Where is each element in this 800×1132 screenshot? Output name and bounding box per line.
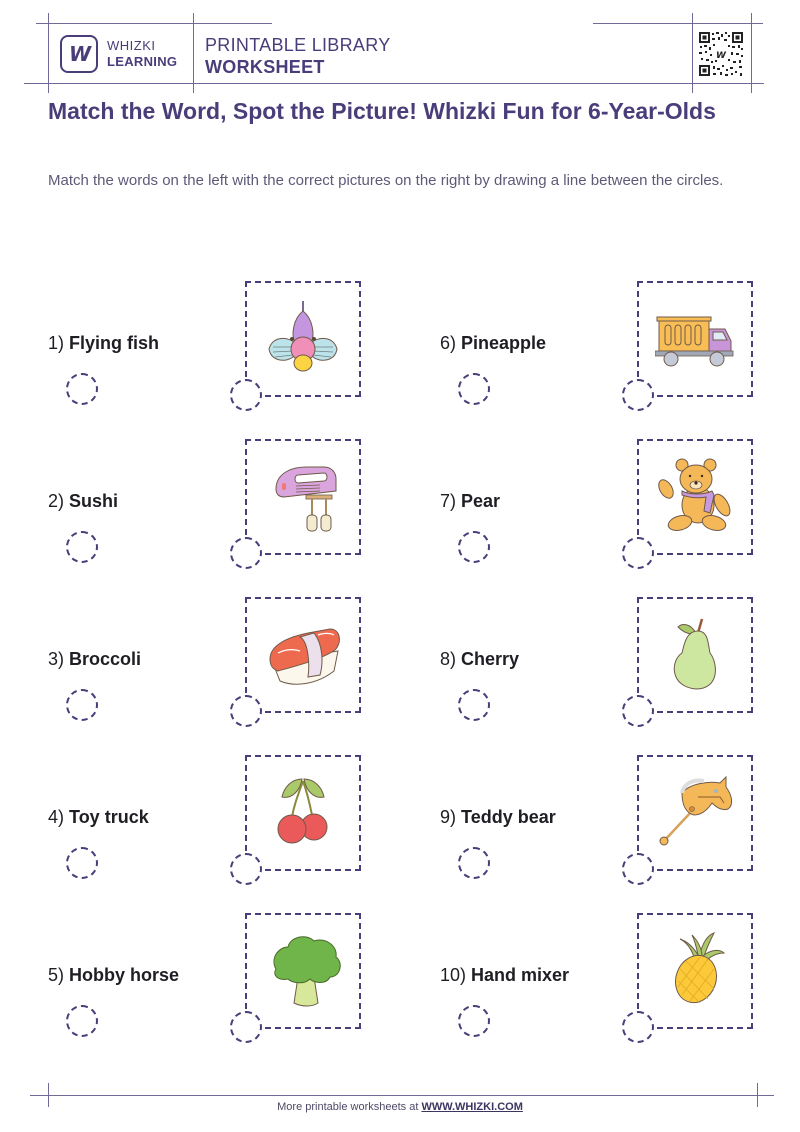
word-label: 8) Cherry	[440, 649, 520, 669]
word-connector-circle[interactable]	[66, 847, 98, 879]
picture-connector-circle[interactable]	[230, 695, 262, 727]
match-item-3	[48, 599, 378, 739]
sushi-icon	[264, 615, 344, 695]
header-rule-top-right	[593, 23, 763, 24]
word-label: 4) Toy truck	[48, 807, 149, 827]
word-label: 6) Pineapple	[440, 333, 547, 353]
teddy-bear-icon	[658, 455, 738, 535]
footer-rule	[30, 1095, 774, 1096]
match-item-9	[440, 757, 770, 897]
cherry-icon	[266, 771, 346, 851]
footer	[0, 1101, 800, 1113]
logo-w-icon: W	[68, 42, 90, 66]
header-divider-2	[193, 13, 194, 93]
pear-icon	[658, 615, 738, 695]
word-label: 3) Broccoli	[48, 649, 142, 669]
worksheet-title: Match the Word, Spot the Picture! Whizki Fun for 6-Year-Olds	[48, 98, 716, 124]
word-label: 1) Flying fish	[48, 333, 160, 353]
word-connector-circle[interactable]	[458, 847, 490, 879]
qr-code-icon	[698, 31, 744, 77]
header-rule-bottom	[24, 83, 764, 84]
word-connector-circle[interactable]	[66, 1005, 98, 1037]
match-item-4	[48, 757, 378, 897]
word-connector-circle[interactable]	[66, 373, 98, 405]
whizki-logo	[60, 35, 98, 73]
word-connector-circle[interactable]	[66, 531, 98, 563]
picture-connector-circle[interactable]	[230, 537, 262, 569]
flying-fish-icon	[263, 297, 343, 377]
word-label: 10) Hand mixer	[440, 965, 570, 985]
picture-connector-circle[interactable]	[230, 1011, 262, 1043]
picture-connector-circle[interactable]	[230, 379, 262, 411]
header-rule-top-left	[36, 23, 272, 24]
word-label: 5) Hobby horse	[48, 965, 180, 985]
match-item-6	[440, 283, 770, 423]
brand-name-line2: LEARNING	[107, 54, 178, 69]
picture-connector-circle[interactable]	[230, 853, 262, 885]
header-divider-1	[48, 13, 49, 93]
header-divider-4	[751, 13, 752, 93]
match-item-10	[440, 915, 770, 1055]
match-item-2	[48, 441, 378, 581]
match-item-1	[48, 283, 378, 423]
picture-connector-circle[interactable]	[622, 1011, 654, 1043]
word-connector-circle[interactable]	[66, 689, 98, 721]
match-item-7	[440, 441, 770, 581]
word-connector-circle[interactable]	[458, 373, 490, 405]
picture-connector-circle[interactable]	[622, 853, 654, 885]
match-item-5	[48, 915, 378, 1055]
whizki-website-link[interactable]: WWW.WHIZKI.COM	[421, 1101, 523, 1113]
picture-connector-circle[interactable]	[622, 695, 654, 727]
word-label: 7) Pear	[440, 491, 501, 511]
word-label: 2) Sushi	[48, 491, 119, 511]
header-divider-3	[692, 13, 693, 93]
word-connector-circle[interactable]	[458, 689, 490, 721]
hobby-horse-icon	[654, 771, 734, 851]
footer-text: More printable worksheets at	[277, 1101, 422, 1113]
match-item-8	[440, 599, 770, 739]
word-label: 9) Teddy bear	[440, 807, 556, 827]
picture-connector-circle[interactable]	[622, 537, 654, 569]
pineapple-icon	[658, 929, 738, 1009]
word-connector-circle[interactable]	[458, 531, 490, 563]
word-connector-circle[interactable]	[458, 1005, 490, 1037]
hand-mixer-icon	[266, 455, 346, 535]
svg-text:W: W	[716, 51, 726, 61]
broccoli-icon	[266, 929, 346, 1009]
category-type: WORKSHEET	[205, 57, 325, 77]
worksheet-instructions: Match the words on the left with the correct pictures on the right by drawing a line between the circles.	[48, 172, 724, 189]
toy-truck-icon	[655, 299, 735, 379]
brand-name-line1: WHIZKI	[107, 38, 156, 53]
picture-connector-circle[interactable]	[622, 379, 654, 411]
category-label: PRINTABLE LIBRARY	[205, 35, 391, 55]
